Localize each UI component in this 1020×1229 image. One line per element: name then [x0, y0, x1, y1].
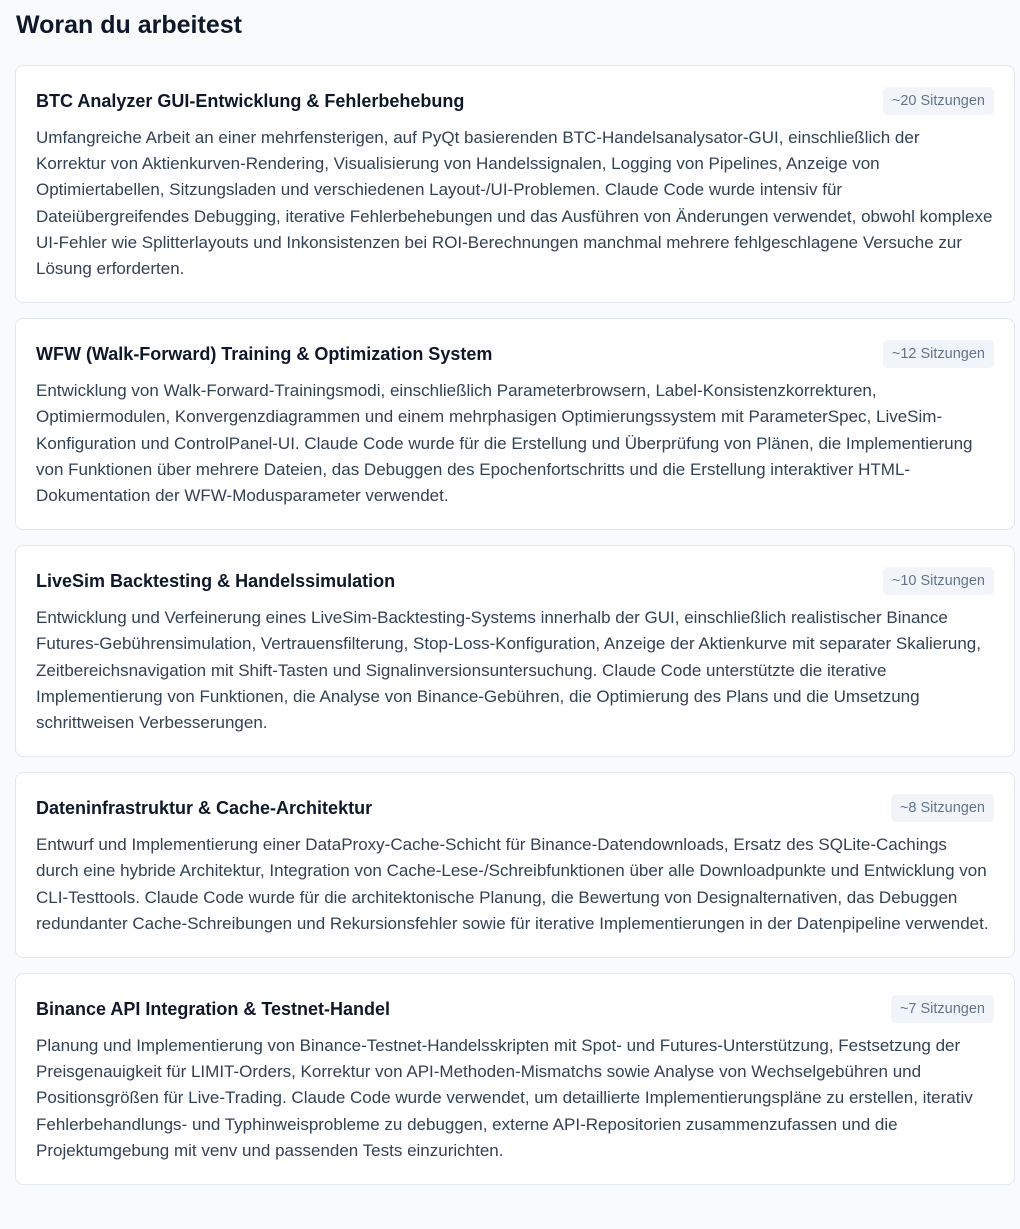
session-count-badge: ~8 Sitzungen [891, 794, 994, 822]
project-card [15, 65, 1015, 303]
page-title: Woran du arbeitest [16, 11, 242, 39]
project-description: Entwurf und Implementierung einer DataProxy-Cache-Schicht für Binance-Datendownloads, Ersatz des SQLite-Cachings durch eine hybride Architektur, Integration von Cache-Lese-/Schreibfunktionen über alle Downloadpunkte und Entwicklung von CLI-Testtools. Claude Code wurde für die architektonische Planung, die Bewertung von Designalternativen, das Debuggen redundanter Cache-Schreibungen und Rekursionsfehler sowie für iterative Implementierungen in der Datenpipeline verwendet. [36, 835, 989, 933]
project-card-header [36, 87, 994, 115]
project-card [15, 318, 1015, 530]
project-card [15, 973, 1015, 1185]
session-count-badge: ~12 Sitzungen [883, 340, 994, 368]
project-description: Entwicklung und Verfeinerung eines LiveSim-Backtesting-Systems innerhalb der GUI, einschließlich realistischer Binance Futures-Gebührensimulation, Vertrauensfilterung, Stop-Loss-Konfiguration, Anzeige der Aktienkurve mit separater Skalierung, Zeitbereichsnavigation mit Shift-Tasten und Signalinversionsuntersuchung. Claude Code unterstützte die iterative Implementierung von Funktionen, die Analyse von Binance-Gebühren, die Optimierung des Plans und die Umsetzung schrittweisen Verbesserungen. [36, 608, 981, 733]
project-card [15, 772, 1015, 958]
project-description: Planung und Implementierung von Binance-Testnet-Handelsskripten mit Spot- und Futures-Unterstützung, Festsetzung der Preisgenauigkeit für LIMIT-Orders, Korrektur von API-Methoden-Mismatchs sowie Analyse von Wechselgebühren und Positionsgrößen für Live-Trading. Claude Code wurde verwendet, um detaillierte Implementierungspläne zu erstellen, iterativ Fehlerbehandlungs- und Typhinweisprobleme zu debuggen, externe API-Repositorien zusammenzufassen und die Projektumgebung mit venv und passenden Tests einzurichten. [36, 1036, 973, 1160]
project-title: LiveSim Backtesting & Handelssimulation [36, 571, 396, 592]
project-description: Entwicklung von Walk-Forward-Trainingsmodi, einschließlich Parameterbrowsern, Label-Konsistenzkorrekturen, Optimiermodulen, Konvergenzdiagrammen und einem mehrphasigen Optimierungssystem mit ParameterSpec, LiveSim-Konfiguration und ControlPanel-UI. Claude Code wurde für die Erstellung und Überprüfung von Plänen, die Implementierung von Funktionen über mehrere Dateien, das Debuggen des Epochenfortschritts und die Erstellung interaktiver HTML-Dokumentation der WFW-Modusparameter verwendet. [36, 381, 973, 506]
session-count-badge: ~10 Sitzungen [883, 567, 994, 595]
project-card-header [36, 794, 994, 822]
project-list [15, 65, 1015, 1185]
project-title: Binance API Integration & Testnet-Handel [36, 999, 391, 1020]
session-count-badge: ~7 Sitzungen [891, 995, 994, 1023]
project-card-header [36, 567, 994, 595]
project-title: WFW (Walk-Forward) Training & Optimization System [36, 344, 493, 365]
project-card-header [36, 340, 994, 368]
project-card-header [36, 995, 994, 1023]
project-title: Dateninfrastruktur & Cache-Architektur [36, 798, 373, 819]
project-description: Umfangreiche Arbeit an einer mehrfensterigen, auf PyQt basierenden BTC-Handelsanalysator-GUI, einschließlich der Korrektur von Aktienkurven-Rendering, Visualisierung von Handelssignalen, Logging von Pipelines, Anzeige von Optimiertabellen, Sitzungsladen und verschiedenen Layout-/UI-Problemen. Claude Code wurde intensiv für Dateiübergreifendes Debugging, iterative Fehlerbehebungen und das Ausführen von Änderungen verwendet, obwohl komplexe UI-Fehler wie Splitterlayouts und Inkonsistenzen bei ROI-Berechnungen manchmal mehrere fehlgeschlagene Versuche zur Lösung erforderten. [36, 128, 993, 279]
project-card [15, 545, 1015, 757]
project-title: BTC Analyzer GUI-Entwicklung & Fehlerbehebung [36, 91, 465, 111]
session-count-badge: ~20 Sitzungen [883, 87, 994, 115]
